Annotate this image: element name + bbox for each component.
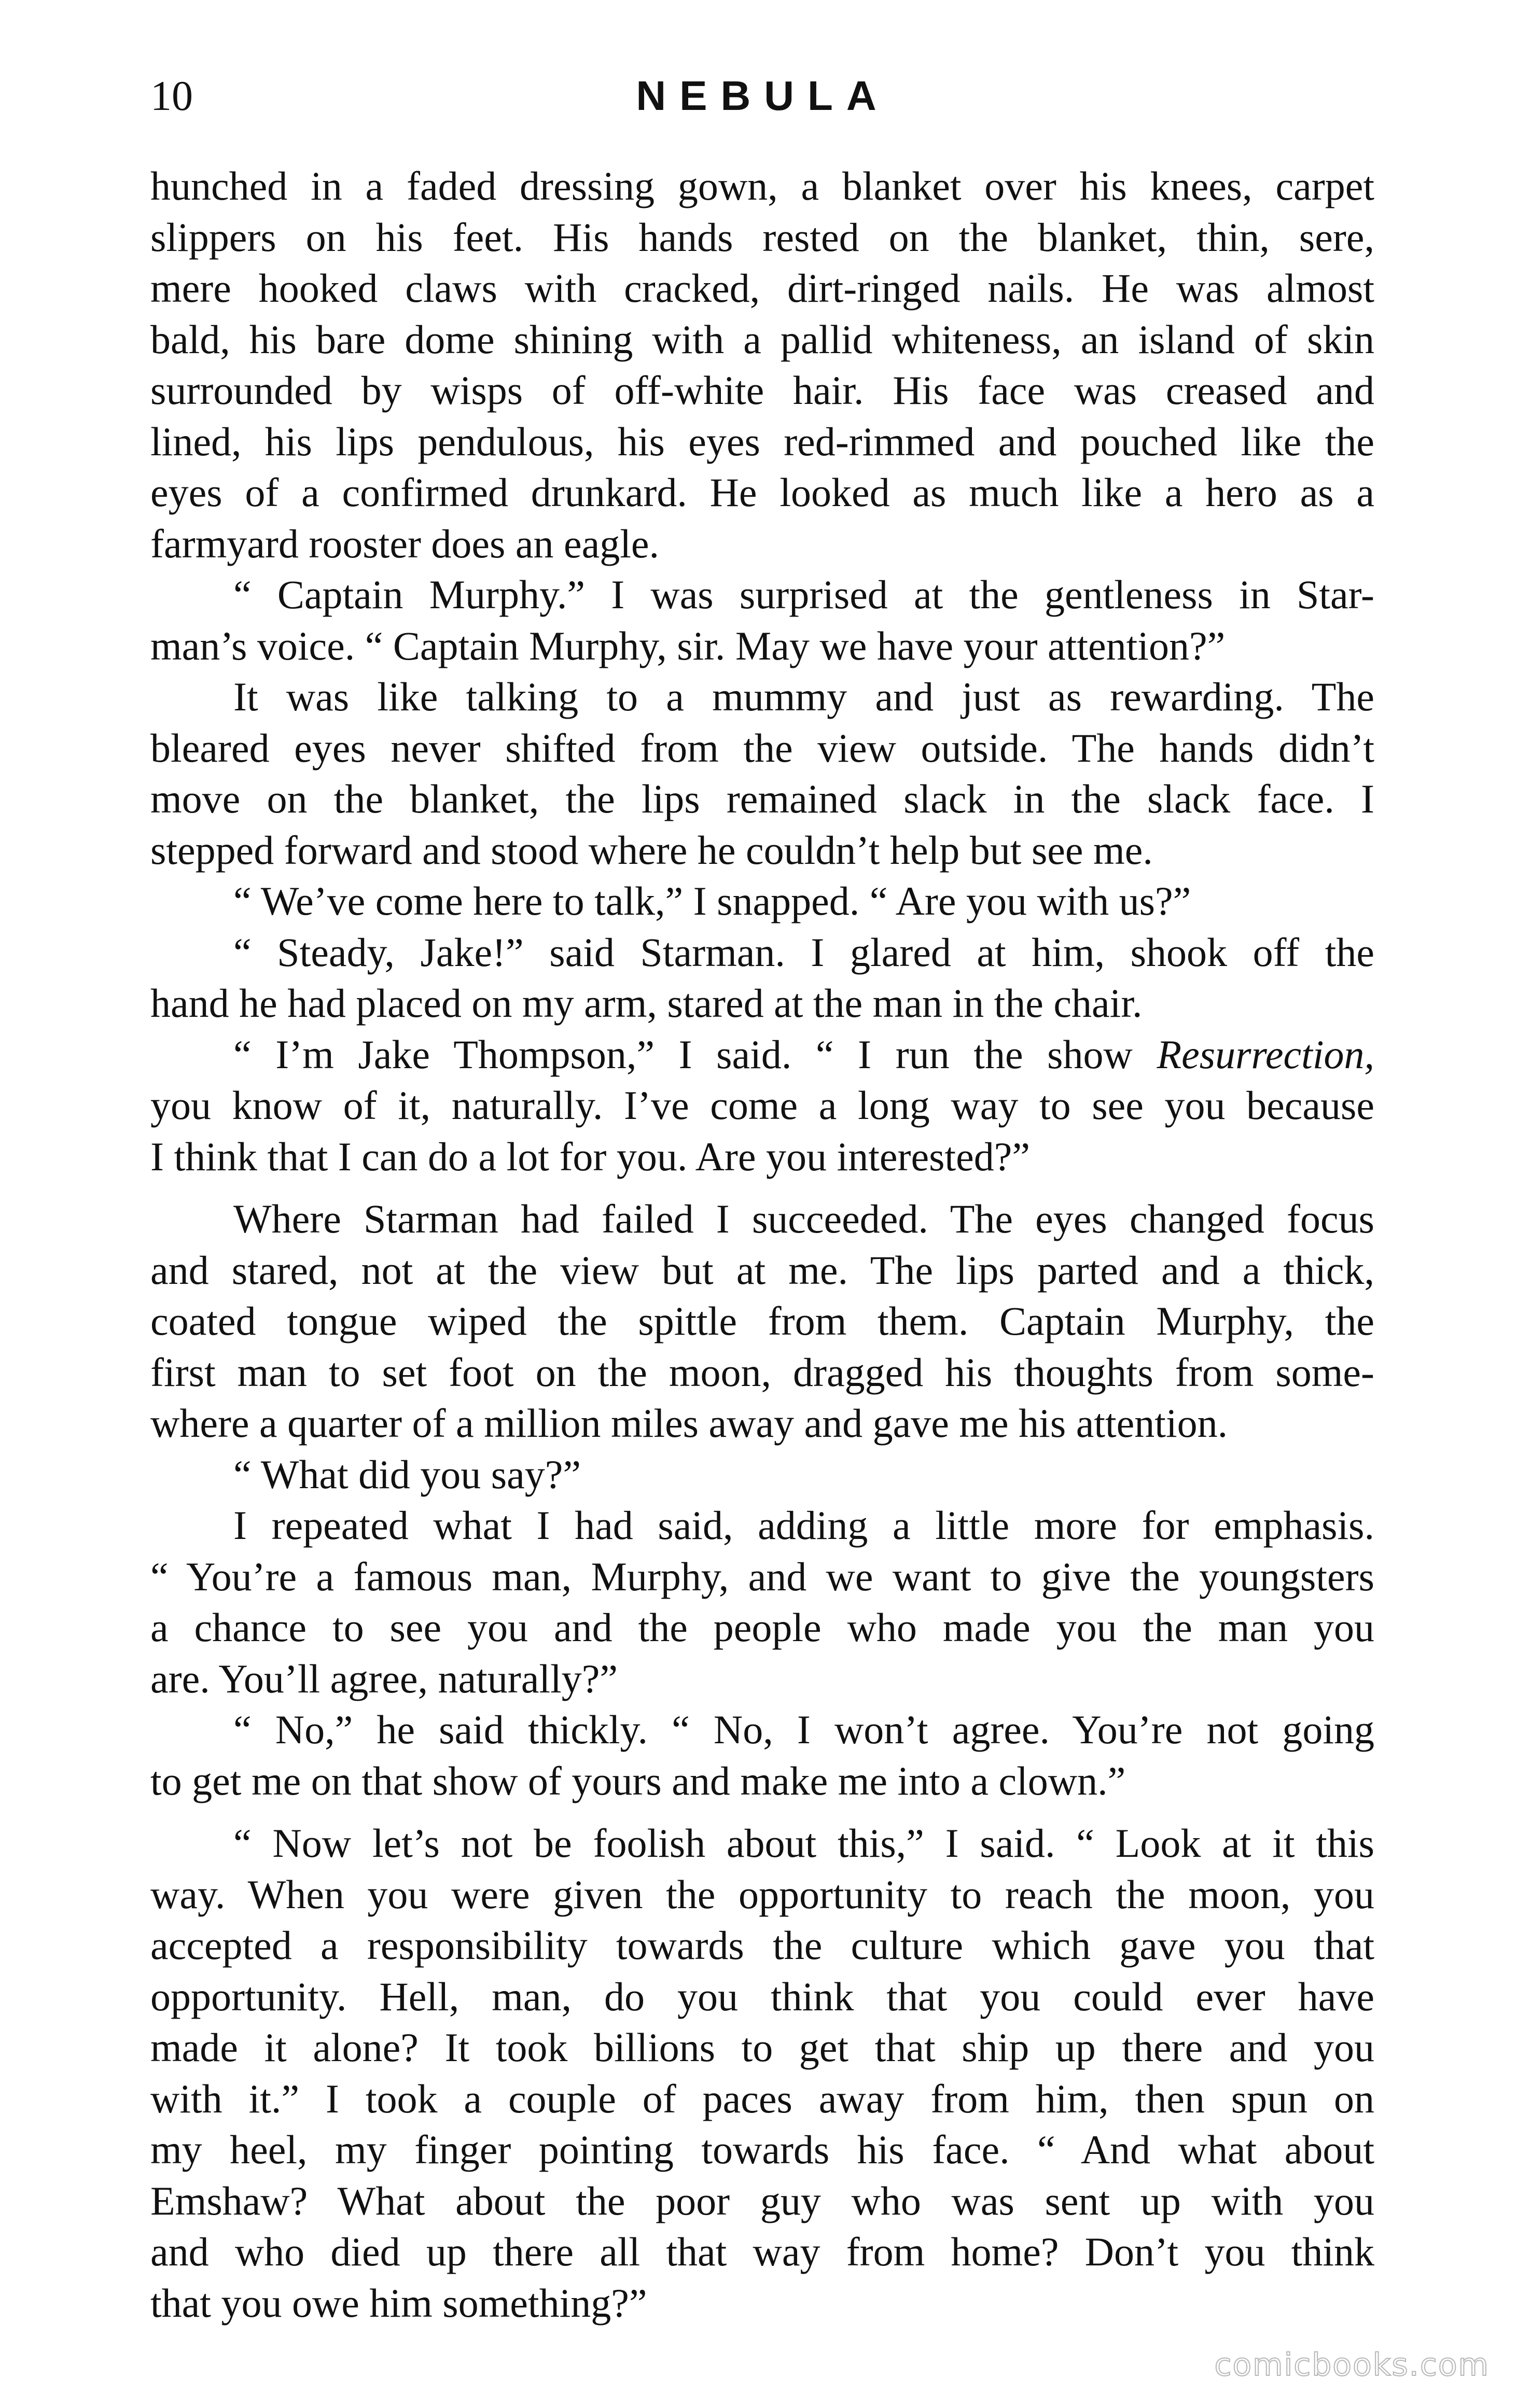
text-line: my heel, my finger pointing towards his face. “ And what about (150, 2127, 1374, 2172)
text-line: where a quarter of a million miles away and gave me his attention. (150, 1401, 1228, 1446)
text-line: slippers on his feet. His hands rested on the blanket, thin, sere, (150, 214, 1374, 260)
text-line: man’s voice. “ Captain Murphy, sir. May we have your attention?” (150, 623, 1226, 668)
show-title: Resurrection, (1157, 1031, 1374, 1077)
text-line: I think that I can do a lot for you. Are you interested?” (150, 1133, 1030, 1179)
text-line: farmyard rooster does an eagle. (150, 521, 660, 566)
text-line: to get me on that show of yours and make me into a clown.” (150, 1758, 1126, 1803)
text-line: you know of it, naturally. I’ve come a long way to see you because (150, 1083, 1374, 1128)
text-line: made it alone? It took billions to get that ship up there and you (150, 2025, 1374, 2070)
text-line: first man to set foot on the moon, dragged his thoughts from some- (150, 1349, 1374, 1395)
text-line: Emshaw? What about the poor guy who was sent up with you (150, 2178, 1374, 2223)
page-number: 10 (150, 72, 193, 119)
text-line: “ No,” he said thickly. “ No, I won’t agree. You’re not going (233, 1707, 1374, 1752)
text-line: “ We’ve come here to talk,” I snapped. “ Are you with us?” (233, 878, 1191, 923)
watermark: comicbooks.com (1214, 2347, 1490, 2383)
text-line: “ Steady, Jake!” said Starman. I glared at him, shook off the (233, 929, 1374, 975)
text-line: eyes of a confirmed drunkard. He looked as much like a hero as a (150, 470, 1374, 515)
text-line: and stared, not at the view but at me. The lips parted and a thick, (150, 1247, 1374, 1293)
text-line: are. You’ll agree, naturally?” (150, 1656, 618, 1701)
text-line: accepted a responsibility towards the culture which gave you that (150, 1923, 1374, 1968)
text-line: with it.” I took a couple of paces away from him, then spun on (150, 2076, 1374, 2121)
text-line: bleared eyes never shifted from the view outside. The hands didn’t (150, 725, 1374, 771)
text-line: Where Starman had failed I succeeded. The eyes changed focus (233, 1196, 1374, 1241)
text-line: “ Now let’s not be foolish about this,” I said. “ Look at it this (233, 1821, 1374, 1866)
text-line: bald, his bare dome shining with a pallid whiteness, an island of skin (150, 316, 1374, 362)
text-line: hunched in a faded dressing gown, a blanket over his knees, carpet (150, 163, 1374, 208)
text-line: hand he had placed on my arm, stared at the man in the chair. (150, 981, 1143, 1026)
running-title: NEBULA (636, 73, 890, 119)
text-line: a chance to see you and the people who made you the man you (150, 1605, 1374, 1650)
text-line: that you owe him something?” (150, 2280, 647, 2326)
text-line: I repeated what I had said, adding a little more for emphasis. (233, 1503, 1374, 1548)
text-line: move on the blanket, the lips remained slack in the slack face. I (150, 776, 1374, 821)
body-text (150, 161, 1374, 2329)
dialogue-fragment: “ I’m Jake Thompson,” I said. “ I run the show (233, 1031, 1157, 1077)
page-header (150, 67, 1375, 124)
text-line: way. When you were given the opportunity to reach the moon, you (150, 1871, 1374, 1917)
text-line: lined, his lips pendulous, his eyes red-rimmed and pouched like the (150, 418, 1374, 464)
text-line: surrounded by wisps of off-white hair. His face was creased and (150, 368, 1374, 413)
text-line: and who died up there all that way from home? Don’t you think (150, 2229, 1374, 2274)
text-line: stepped forward and stood where he couldn’t help but see me. (150, 827, 1153, 873)
text-line: mere hooked claws with cracked, dirt-ringed nails. He was almost (150, 265, 1374, 311)
text-line: opportunity. Hell, man, do you think that you could ever have (150, 1973, 1374, 2019)
text-line: coated tongue wiped the spittle from them. Captain Murphy, the (150, 1298, 1374, 1343)
text-line: “ You’re a famous man, Murphy, and we want to give the youngsters (150, 1553, 1374, 1599)
text-line: “ Captain Murphy.” I was surprised at the gentleness in Star- (233, 572, 1374, 617)
text-line: “ What did you say?” (233, 1451, 581, 1497)
text-line-with-show-title (150, 1029, 1374, 1081)
text-line: It was like talking to a mummy and just as rewarding. The (233, 674, 1374, 719)
